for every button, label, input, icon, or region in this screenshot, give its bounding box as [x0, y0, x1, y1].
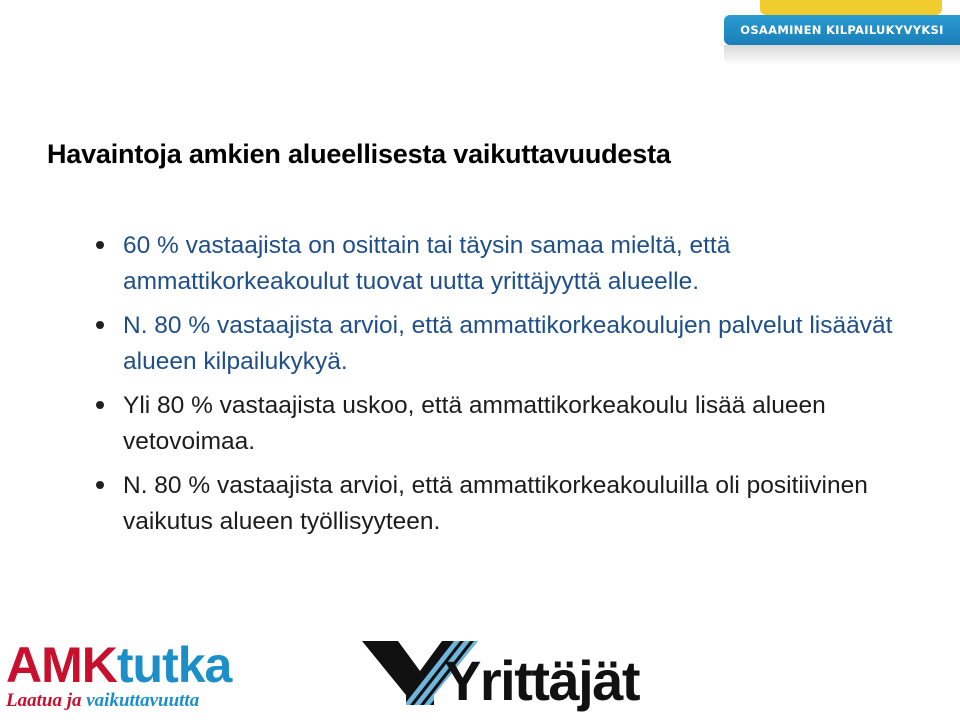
bullet-dot-icon — [96, 241, 104, 249]
banner-label: OSAAMINEN KILPAILUKYVYKSI — [740, 23, 944, 37]
amktutka-tagline — [6, 690, 256, 712]
yrittajat-wordmark: Yrittäjät — [444, 649, 639, 712]
banner-shadow — [724, 45, 960, 65]
bullet-text: N. 80 % vastaajista arvioi, että ammattikorkeakoulujen palvelut lisäävät alueen kilpailukykyä. — [123, 312, 893, 375]
bullet-list — [90, 228, 910, 548]
amktutka-tagline-part1: Laatua ja — [6, 690, 87, 711]
amktutka-wordmark-part1: AMK — [6, 637, 117, 693]
bullet-item — [90, 308, 910, 380]
yrittajat-logo — [362, 641, 662, 721]
amktutka-wordmark — [6, 637, 256, 693]
amktutka-tagline-part2: vaikuttavuutta — [86, 690, 200, 711]
bullet-text: Yli 80 % vastaajista uskoo, että ammattikorkeakoulu lisää alueen vetovoimaa. — [123, 392, 826, 455]
bullet-item — [90, 388, 910, 460]
bullet-dot-icon — [96, 401, 104, 409]
page-title: Havaintoja amkien alueellisesta vaikuttavuudesta — [47, 139, 671, 169]
bullet-item — [90, 228, 910, 300]
amktutka-logo — [6, 637, 256, 720]
bullet-text: 60 % vastaajista on osittain tai täysin samaa mieltä, että ammattikorkeakoulut tuovat uutta yrittäjyyttä alueelle. — [123, 232, 731, 295]
header-banner — [720, 0, 960, 64]
banner-accent-bar — [760, 0, 942, 15]
banner-label-bar — [724, 15, 960, 45]
bullet-text: N. 80 % vastaajista arvioi, että ammattikorkeakouluilla oli positiivinen vaikutus alueen työllisyyteen. — [123, 472, 868, 535]
bullet-dot-icon — [96, 481, 104, 489]
bullet-dot-icon — [96, 321, 104, 329]
amktutka-wordmark-part2: tutka — [116, 637, 232, 693]
bullet-item — [90, 468, 910, 540]
